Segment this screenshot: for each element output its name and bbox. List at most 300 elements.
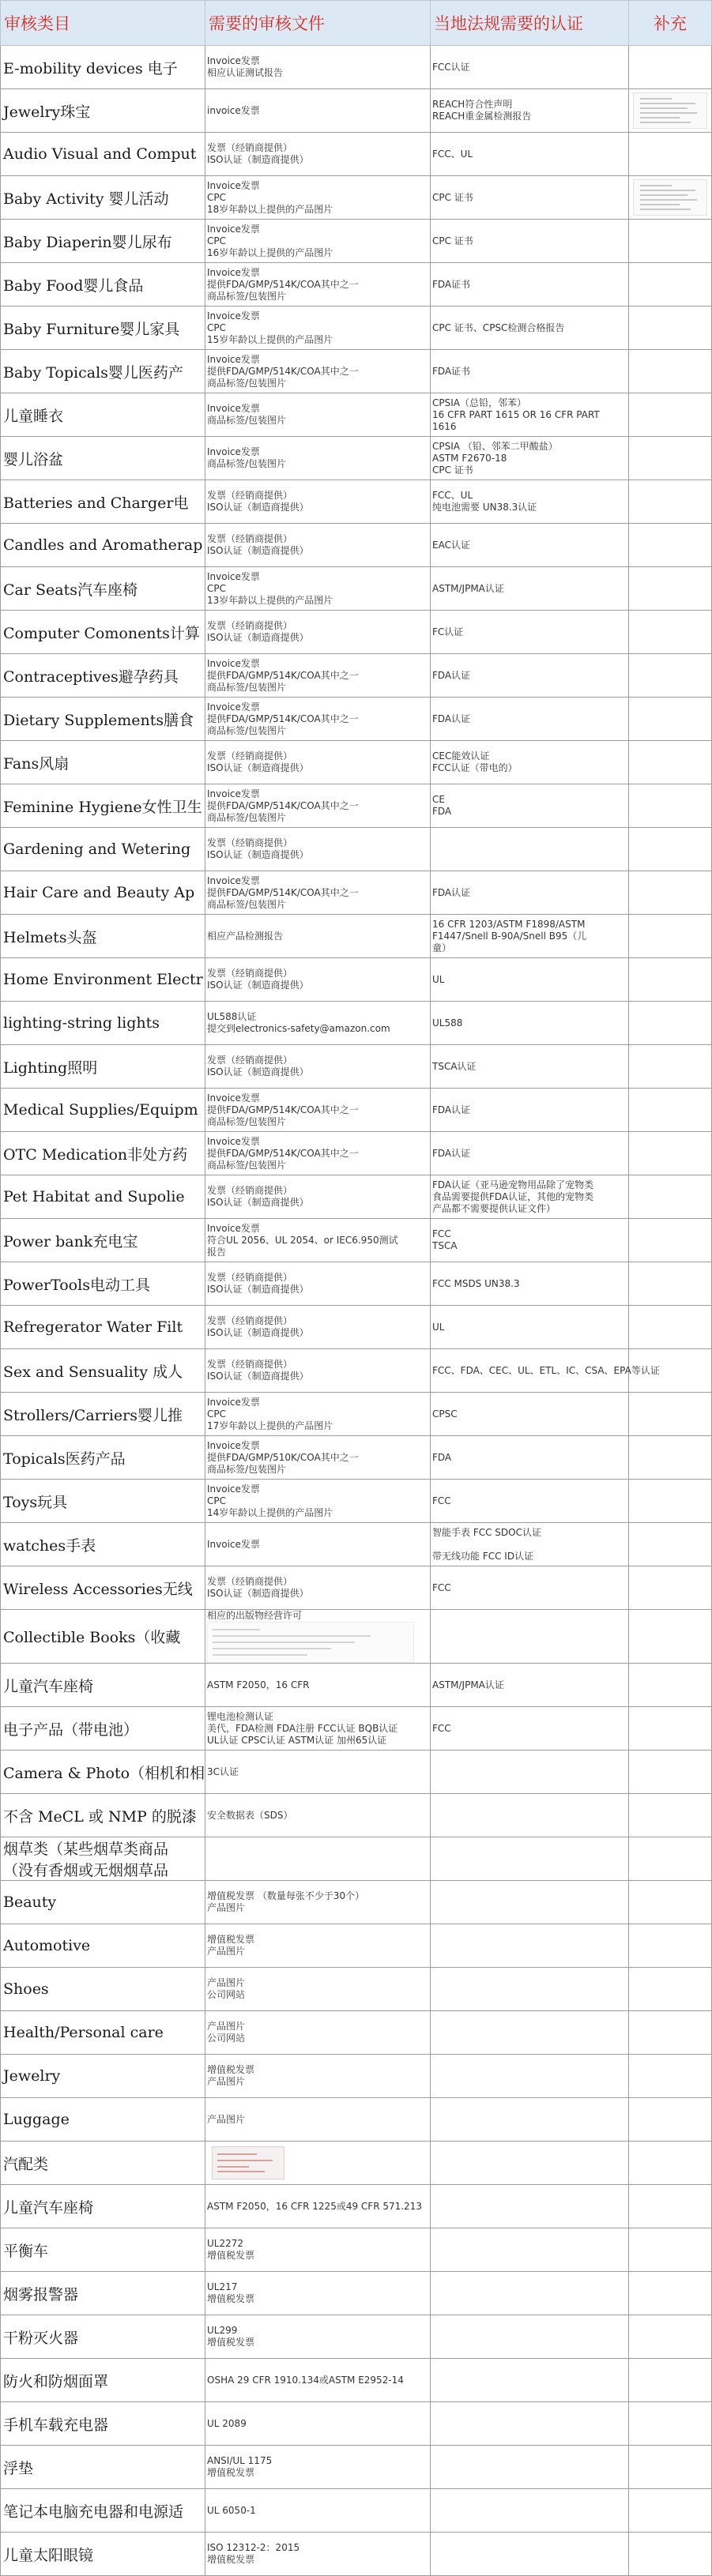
certification-cell: [431, 1794, 629, 1837]
supplement-cell: [629, 1306, 712, 1349]
certification-cell: [431, 1881, 629, 1924]
certification-line: FCC: [432, 1581, 451, 1593]
certification-cell: [431, 1219, 629, 1262]
category-label: lighting-string lights: [3, 1014, 160, 1032]
category-cell: [1, 1436, 205, 1480]
certification-cell: [431, 2402, 629, 2446]
table-row: [1, 1664, 712, 1707]
supplement-cell: [629, 1393, 712, 1436]
audit-doc-line: 商品标签/包装图片: [207, 724, 287, 736]
audit-doc-line: 增值税发票: [207, 2064, 255, 2075]
supplement-cell: [629, 654, 712, 698]
audit-docs-cell: [205, 2489, 431, 2533]
certification-line: CPC 证书: [432, 235, 473, 246]
certification-cell: [431, 2055, 629, 2098]
supplement-cell: [629, 2315, 712, 2359]
category-label: Topicals医药产品: [3, 1450, 126, 1468]
table-row: [1, 2098, 712, 2142]
supplement-cell: [629, 133, 712, 176]
audit-docs-cell: [205, 1566, 431, 1610]
category-cell: [1, 1262, 205, 1306]
certification-cell: [431, 2446, 629, 2489]
certification-cell: [431, 306, 629, 350]
category-label: Pet Habitat and Supolie: [3, 1188, 185, 1205]
supplement-cell: [629, 1436, 712, 1480]
certification-line: TSCA认证: [432, 1060, 477, 1072]
certification-cell: [431, 1707, 629, 1751]
audit-docs-cell: [205, 2446, 431, 2489]
table-row: [1, 2185, 712, 2228]
audit-docs-cell: [205, 350, 431, 393]
certification-cell: [431, 1132, 629, 1175]
category-cell: [1, 1089, 205, 1132]
header-row: [1, 1, 712, 46]
category-cell: [1, 1045, 205, 1089]
certification-line: ASTM F2670-18: [432, 452, 507, 464]
supplement-image: [633, 179, 707, 216]
certification-line: ASTM/JPMA认证: [432, 582, 504, 594]
audit-doc-line: 相应认证测试报告: [207, 67, 284, 78]
supplement-cell: [629, 2272, 712, 2315]
supplement-cell: [629, 1924, 712, 1968]
audit-doc-line: ISO认证（制造商提供）: [207, 545, 309, 556]
audit-doc-line: 公司网站: [207, 1989, 246, 2000]
supplement-cell: [629, 828, 712, 871]
table-row: [1, 1349, 712, 1393]
audit-docs-cell: [205, 1045, 431, 1089]
audit-doc-line: ISO认证（制造商提供）: [207, 849, 309, 860]
supplement-cell: [629, 2142, 712, 2185]
category-label: 烟草类（某些烟草类商品: [3, 1841, 169, 1858]
supplement-cell: [629, 741, 712, 784]
category-label: Gardening and Wetering: [3, 840, 191, 858]
audit-doc-line: UL588认证: [207, 1011, 257, 1022]
audit-docs-cell: [205, 915, 431, 958]
supplement-cell: [629, 350, 712, 393]
audit-doc-line: CPC: [207, 582, 226, 594]
category-cell: [1, 1523, 205, 1566]
audit-doc-line: CPC: [207, 1408, 226, 1420]
table-row: [1, 133, 712, 176]
audit-docs-cell: [205, 89, 431, 133]
certification-cell: [431, 46, 629, 89]
category-label: Health/Personal care: [3, 2024, 164, 2041]
certification-cell: [431, 1566, 629, 1610]
supplement-cell: [629, 1881, 712, 1924]
audit-docs-cell: [205, 2011, 431, 2055]
supplement-cell: [629, 1968, 712, 2011]
certification-line: 智能手表 FCC SDOC认证: [432, 1526, 541, 1538]
certification-cell: [431, 2228, 629, 2272]
table-row: [1, 220, 712, 263]
supplement-cell: [629, 1175, 712, 1219]
audit-doc-line: 符合UL 2056、UL 2054、or IEC6.950测试: [207, 1234, 398, 1246]
audit-doc-line: ISO认证（制造商提供）: [207, 1327, 309, 1338]
certification-cell: [431, 1523, 629, 1566]
audit-doc-line: 提供FDA/GMP/510K/COA其中之一: [207, 1451, 359, 1463]
category-label: 儿童汽车座椅: [3, 1677, 94, 1695]
category-cell: [1, 220, 205, 263]
category-cell: [1, 1794, 205, 1837]
category-cell: [1, 2272, 205, 2315]
audit-doc-line: 增值税发票: [207, 2337, 255, 2348]
audit-doc-line: 增值税发票: [207, 2554, 255, 2565]
auto-parts-image: [212, 2146, 284, 2179]
table-row: [1, 524, 712, 567]
supplement-cell: [629, 1045, 712, 1089]
category-cell: [1, 1219, 205, 1262]
category-label: Collectible Books（收藏: [3, 1629, 181, 1646]
audit-doc-line: CPC: [207, 235, 226, 246]
audit-doc-line: Invoice发票: [207, 874, 260, 886]
table-row: [1, 1523, 712, 1566]
certification-cell: [431, 741, 629, 784]
audit-doc-line: 发票（经销商提供）: [207, 1315, 293, 1326]
category-cell: [1, 1610, 205, 1664]
audit-doc-line: ISO 12312-2：2015: [207, 2542, 300, 2553]
table-row: [1, 1045, 712, 1089]
certification-cell: [431, 915, 629, 958]
audit-docs-cell: [205, 2272, 431, 2315]
category-cell: [1, 1002, 205, 1045]
category-cell: [1, 2142, 205, 2185]
category-label: 平衡车: [3, 2242, 49, 2260]
audit-doc-line: 产品图片: [207, 1946, 246, 1957]
supplement-cell: [629, 2098, 712, 2142]
table-row: [1, 611, 712, 654]
audit-doc-line: Invoice发票: [207, 1538, 260, 1550]
table-row: [1, 1924, 712, 1968]
certification-cell: [431, 2272, 629, 2315]
category-label: Baby Food婴儿食品: [3, 276, 144, 295]
category-cell: [1, 2011, 205, 2055]
table-row: [1, 2402, 712, 2446]
audit-doc-line: ASTM F2050，16 CFR: [207, 1679, 310, 1690]
category-cell: [1, 1751, 205, 1794]
audit-doc-line: 报告: [207, 1246, 227, 1258]
audit-doc-line: ISO认证（制造商提供）: [207, 980, 309, 991]
audit-doc-line: 3C认证: [207, 1766, 239, 1777]
certification-line: CPSIA （铅、邻苯二甲酸盐）: [432, 440, 558, 452]
category-cell: [1, 1480, 205, 1523]
certification-line: FDA认证: [432, 713, 471, 724]
supplement-cell: [629, 1002, 712, 1045]
table-row: [1, 1306, 712, 1349]
category-cell: [1, 2359, 205, 2402]
table-row: [1, 1132, 712, 1175]
audit-docs-cell: [205, 480, 431, 524]
audit-doc-line: ISO认证（制造商提供）: [207, 1371, 309, 1382]
certification-line: FDA证书: [432, 365, 471, 377]
certification-cell: [431, 1089, 629, 1132]
audit-doc-line: UL认证 CPSC认证 ASTM认证 加州65认证: [207, 1734, 387, 1746]
table-row: [1, 2533, 712, 2576]
certification-cell: [431, 2533, 629, 2576]
certification-line: FDA: [432, 1451, 452, 1463]
audit-doc-line: ISO认证（制造商提供）: [207, 1588, 309, 1599]
table-row: [1, 1881, 712, 1924]
category-label: Baby Activity 婴儿活动: [3, 190, 169, 208]
table-row: [1, 2489, 712, 2533]
audit-doc-line: UL 6050-1: [207, 2504, 256, 2516]
certification-cell: [431, 2489, 629, 2533]
table-row: [1, 698, 712, 741]
category-label: PowerTools电动工具: [3, 1276, 150, 1294]
audit-doc-line: Invoice发票: [207, 353, 260, 365]
category-label: 电子产品（带电池）: [3, 1720, 139, 1739]
category-label: Audio Visual and Comput: [3, 145, 197, 163]
certification-line: CE: [432, 794, 445, 805]
audit-doc-line: 产品图片: [207, 2113, 246, 2125]
table-row: [1, 2272, 712, 2315]
category-cell: [1, 2098, 205, 2142]
category-label: Contraceptives避孕药具: [3, 668, 179, 686]
category-cell: [1, 567, 205, 611]
table-row: [1, 1837, 712, 1881]
table-body: [1, 46, 712, 2576]
audit-docs-cell: [205, 1219, 431, 1262]
category-cell: [1, 1132, 205, 1175]
table-row: [1, 741, 712, 784]
category-label: Hair Care and Beauty Ap: [3, 884, 195, 901]
table-row: [1, 89, 712, 133]
category-cell: [1, 2533, 205, 2576]
certification-cell: [431, 611, 629, 654]
certification-cell: [431, 263, 629, 306]
audit-doc-line: 13岁年龄以上提供的产品图片: [207, 594, 333, 606]
audit-doc-line: 提供FDA/GMP/514K/COA其中之一: [207, 799, 359, 811]
certification-line: FC认证: [432, 626, 464, 637]
audit-docs-cell: [205, 784, 431, 828]
supplement-cell: [629, 1610, 712, 1664]
audit-docs-cell: [205, 2098, 431, 2142]
audit-docs-cell: [205, 133, 431, 176]
audit-doc-line: Invoice发票: [207, 55, 260, 66]
certification-line: FDA证书: [432, 278, 471, 290]
certification-line: FCC、UL: [432, 490, 473, 501]
category-cell: [1, 1393, 205, 1436]
audit-docs-cell: [205, 2228, 431, 2272]
certification-cell: [431, 654, 629, 698]
certification-line: FDA认证（亚马逊宠物用品除了宠物类: [432, 1179, 594, 1190]
category-cell: [1, 480, 205, 524]
category-cell: [1, 1837, 205, 1881]
audit-docs-cell: [205, 2359, 431, 2402]
audit-doc-line: 产品图片: [207, 1977, 246, 1988]
certificate-image: [207, 1622, 414, 1663]
supplement-cell: [629, 871, 712, 915]
category-label: 儿童太阳眼镜: [3, 2546, 94, 2564]
audit-doc-line: 商品标签/包装图片: [207, 898, 287, 910]
audit-doc-line: 公司网站: [207, 2033, 246, 2044]
supplement-cell: [629, 784, 712, 828]
audit-doc-line: UL2272: [207, 2238, 244, 2249]
supplement-cell: [629, 89, 712, 133]
table-row: [1, 1707, 712, 1751]
audit-doc-line: 发票（经销商提供）: [207, 1576, 293, 1587]
certification-cell: [431, 784, 629, 828]
category-label: Luggage: [3, 2111, 70, 2128]
supplement-cell: [629, 1132, 712, 1175]
category-label: Jewelry珠宝: [3, 103, 91, 121]
table-row: [1, 1089, 712, 1132]
table-row: [1, 437, 712, 480]
audit-doc-line: ISO认证（制造商提供）: [207, 1066, 309, 1077]
supplement-cell: [629, 220, 712, 263]
audit-doc-line: 商品标签/包装图片: [207, 290, 287, 302]
audit-docs-cell: [205, 1881, 431, 1924]
table-row: [1, 2055, 712, 2098]
certification-line: FDA认证: [432, 1147, 471, 1159]
certification-line: [432, 1539, 628, 1551]
table-row: [1, 915, 712, 958]
supplement-cell: [629, 915, 712, 958]
audit-doc-line: Invoice发票: [207, 179, 260, 191]
certification-line: F1447/Snell B-90A/Snell B95（儿: [432, 930, 587, 942]
category-cell: [1, 46, 205, 89]
category-label: OTC Medication非处方药: [3, 1145, 188, 1164]
category-label: Medical Supplies/Equipm: [3, 1101, 198, 1119]
certification-line: FCC认证: [432, 61, 470, 73]
table-row: [1, 2359, 712, 2402]
category-cell: [1, 828, 205, 871]
category-cell: [1, 871, 205, 915]
audit-doc-line: Invoice发票: [207, 570, 260, 582]
category-label: Dietary Supplements膳食: [3, 711, 194, 729]
supplement-cell: [629, 393, 712, 437]
audit-docs-cell: [205, 2055, 431, 2098]
certification-cell: [431, 176, 629, 220]
supplement-cell: [629, 1566, 712, 1610]
audit-doc-line: 发票（经销商提供）: [207, 620, 293, 631]
category-cell: [1, 611, 205, 654]
category-cell: [1, 958, 205, 1002]
supplement-cell: [629, 567, 712, 611]
table-row: [1, 1566, 712, 1610]
audit-docs-cell: [205, 1924, 431, 1968]
supplement-cell: [629, 2185, 712, 2228]
certification-line: 纯电池需要 UN38.3认证: [432, 502, 537, 513]
audit-doc-line: 商品标签/包装图片: [207, 377, 287, 389]
audit-doc-line: invoice发票: [207, 104, 260, 116]
audit-doc-line: 提供FDA/GMP/514K/COA其中之一: [207, 278, 359, 290]
audit-doc-line: ISO认证（制造商提供）: [207, 632, 309, 643]
audit-doc-line: Invoice发票: [207, 1222, 260, 1234]
audit-docs-cell: [205, 1523, 431, 1566]
category-cell: [1, 2402, 205, 2446]
audit-doc-line: 16岁年龄以上提供的产品图片: [207, 246, 333, 258]
audit-docs-cell: [205, 1393, 431, 1436]
certification-cell: [431, 1837, 629, 1881]
category-label: Camera & Photo（相机和相: [3, 1764, 205, 1782]
category-label: Power bank充电宝: [3, 1232, 138, 1250]
certification-cell: [431, 1306, 629, 1349]
audit-docs-cell: [205, 2185, 431, 2228]
certification-cell: [431, 89, 629, 133]
certification-cell: [431, 567, 629, 611]
certification-line: FDA认证: [432, 1104, 471, 1115]
audit-docs-cell: [205, 1794, 431, 1837]
category-label: 浮垫: [3, 2459, 34, 2477]
supplement-cell: [629, 611, 712, 654]
category-label: watches手表: [3, 1536, 96, 1555]
audit-doc-line: Invoice发票: [207, 223, 260, 235]
category-cell: [1, 698, 205, 741]
table-row: [1, 1794, 712, 1837]
audit-doc-line: 提供FDA/GMP/514K/COA其中之一: [207, 669, 359, 681]
table-row: [1, 1480, 712, 1523]
table-row: [1, 176, 712, 220]
certification-cell: [431, 1751, 629, 1794]
audit-doc-line: 15岁年龄以上提供的产品图片: [207, 333, 333, 345]
category-label: Baby Furniture婴儿家具: [3, 320, 180, 338]
category-label: Candles and Aromatherap: [3, 536, 203, 554]
certification-cell: [431, 1664, 629, 1707]
audit-doc-line: 商品标签/包装图片: [207, 811, 287, 823]
category-cell: [1, 1664, 205, 1707]
certification-line: 16 CFR 1203/ASTM F1898/ASTM: [432, 918, 586, 930]
category-cell: [1, 524, 205, 567]
category-cell: [1, 263, 205, 306]
category-label: 汽配类: [3, 2155, 49, 2173]
category-cell: [1, 1924, 205, 1968]
table-row: [1, 1751, 712, 1794]
audit-docs-cell: [205, 871, 431, 915]
table-row: [1, 1262, 712, 1306]
audit-docs-cell: [205, 1664, 431, 1707]
supplement-cell: [629, 698, 712, 741]
audit-docs-cell: [205, 1175, 431, 1219]
certification-cell: [431, 2359, 629, 2402]
header-supplement: 补充: [629, 1, 712, 46]
certification-line: CPC 证书: [432, 191, 473, 203]
audit-doc-line: 安全数据表（SDS）: [207, 1809, 293, 1821]
category-label: Wireless Accessories无线: [3, 1580, 193, 1598]
category-label: Car Seats汽车座椅: [3, 581, 138, 599]
category-label: 儿童睡衣: [3, 407, 64, 425]
audit-docs-cell: [205, 220, 431, 263]
certification-line: 童）: [432, 942, 452, 953]
certification-cell: [431, 1393, 629, 1436]
table-row: [1, 567, 712, 611]
category-label: Jewelry: [3, 2067, 61, 2085]
audit-docs-cell: [205, 654, 431, 698]
certification-cell: [431, 1262, 629, 1306]
category-label: Lighting照明: [3, 1059, 98, 1077]
certification-cell: [431, 1436, 629, 1480]
category-cell: [1, 2489, 205, 2533]
supplement-cell: [629, 263, 712, 306]
table-row: [1, 784, 712, 828]
category-cell: [1, 393, 205, 437]
table-row: [1, 958, 712, 1002]
certification-cell: [431, 1480, 629, 1523]
audit-docs-cell: [205, 1436, 431, 1480]
certification-line: CPC 证书: [432, 464, 473, 476]
audit-doc-line: Invoice发票: [207, 266, 260, 278]
category-label: 儿童汽车座椅: [3, 2198, 94, 2217]
audit-doc-line: 发票（经销商提供）: [207, 142, 293, 153]
category-label: Sex and Sensuality 成人: [3, 1363, 183, 1381]
certification-cell: [431, 1968, 629, 2011]
category-label: Shoes: [3, 1980, 49, 1998]
audit-docs-cell: [205, 828, 431, 871]
audit-doc-line: ISO认证（制造商提供）: [207, 1197, 309, 1208]
category-label: 干粉灭火器: [3, 2329, 79, 2347]
category-label: Toys玩具: [3, 1493, 68, 1511]
table-row: [1, 1219, 712, 1262]
table-row: [1, 480, 712, 524]
